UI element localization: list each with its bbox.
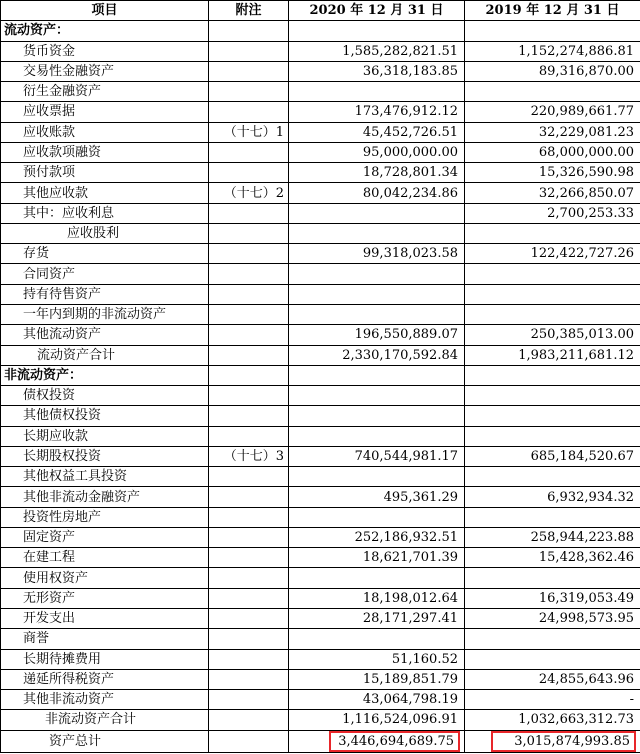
row-value-2019: 15,326,590.98 xyxy=(465,163,640,183)
header-2020: 2020 年 12 月 31 日 xyxy=(289,1,465,21)
row-note xyxy=(209,142,289,162)
header-row xyxy=(1,1,640,21)
row-note xyxy=(209,345,289,365)
row-note xyxy=(209,467,289,487)
table-row xyxy=(1,548,640,568)
row-value-2019: 24,855,643.96 xyxy=(465,669,640,689)
table-row xyxy=(1,588,640,608)
row-note xyxy=(209,244,289,264)
table-row xyxy=(1,41,640,61)
row-value-2020 xyxy=(289,264,465,284)
row-label: 长期应收款 xyxy=(1,426,209,446)
table-row xyxy=(1,82,640,102)
row-value-2019: 1,152,274,886.81 xyxy=(465,41,640,61)
row-value-2020: 80,042,234.86 xyxy=(289,183,465,203)
row-label: 流动资产合计 xyxy=(1,345,209,365)
row-value-2019: 1,032,663,312.73 xyxy=(465,710,640,730)
row-value-2019 xyxy=(465,467,640,487)
row-value-2020 xyxy=(289,365,465,385)
table-row xyxy=(1,304,640,324)
row-value-2020 xyxy=(289,406,465,426)
row-value-2020 xyxy=(289,568,465,588)
row-value-2019 xyxy=(465,730,640,752)
row-note xyxy=(209,223,289,243)
row-note xyxy=(209,365,289,385)
row-note xyxy=(209,203,289,223)
row-label: 投资性房地产 xyxy=(1,507,209,527)
row-value-2020: 45,452,726.51 xyxy=(289,122,465,142)
table-row xyxy=(1,710,640,730)
row-value-2019 xyxy=(465,223,640,243)
table-row xyxy=(1,568,640,588)
header-2019: 2019 年 12 月 31 日 xyxy=(465,1,640,21)
row-value-2020: 28,171,297.41 xyxy=(289,608,465,628)
row-value-2020 xyxy=(289,386,465,406)
row-label: 非流动资产合计 xyxy=(1,710,209,730)
row-value-2019 xyxy=(465,284,640,304)
table-row xyxy=(1,325,640,345)
row-note xyxy=(209,608,289,628)
row-value-2020: 43,064,798.19 xyxy=(289,690,465,710)
row-value-2020: 36,318,183.85 xyxy=(289,61,465,81)
row-value-2019: 15,428,362.46 xyxy=(465,548,640,568)
table-row xyxy=(1,345,640,365)
row-label: 其中：应收利息 xyxy=(1,203,209,223)
row-value-2019 xyxy=(465,568,640,588)
row-value-2019: 2,700,253.33 xyxy=(465,203,640,223)
row-label: 应收票据 xyxy=(1,102,209,122)
row-label: 非流动资产： xyxy=(1,365,209,385)
row-value-2019 xyxy=(465,264,640,284)
row-value-2020 xyxy=(289,223,465,243)
table-row xyxy=(1,183,640,203)
row-value-2020: 99,318,023.58 xyxy=(289,244,465,264)
row-value-2019 xyxy=(465,649,640,669)
row-label: 持有待售资产 xyxy=(1,284,209,304)
table-row xyxy=(1,203,640,223)
row-value-2020: 15,189,851.79 xyxy=(289,669,465,689)
row-value-2019: 250,385,013.00 xyxy=(465,325,640,345)
table-row xyxy=(1,426,640,446)
row-value-2020 xyxy=(289,203,465,223)
row-label: 应收款项融资 xyxy=(1,142,209,162)
row-note xyxy=(209,264,289,284)
row-label: 合同资产 xyxy=(1,264,209,284)
row-value-2020 xyxy=(289,426,465,446)
row-label: 商誉 xyxy=(1,629,209,649)
table-row xyxy=(1,527,640,547)
row-label: 使用权资产 xyxy=(1,568,209,588)
table-row xyxy=(1,649,640,669)
table-row xyxy=(1,690,640,710)
row-label: 在建工程 xyxy=(1,548,209,568)
row-note xyxy=(209,41,289,61)
row-value-2019: 89,316,870.00 xyxy=(465,61,640,81)
row-value-2019 xyxy=(465,507,640,527)
row-value-2019: 122,422,727.26 xyxy=(465,244,640,264)
row-label: 其他非流动资产 xyxy=(1,690,209,710)
table-row xyxy=(1,365,640,385)
table-row xyxy=(1,406,640,426)
row-value-2019: 32,266,850.07 xyxy=(465,183,640,203)
row-value-2019: 32,229,081.23 xyxy=(465,122,640,142)
row-value-2020 xyxy=(289,629,465,649)
row-note xyxy=(209,629,289,649)
row-note xyxy=(209,730,289,752)
row-value-2020: 173,476,912.12 xyxy=(289,102,465,122)
row-note xyxy=(209,527,289,547)
highlight-box: 3,446,694,689.75 xyxy=(329,731,460,752)
row-note xyxy=(209,710,289,730)
row-label: 预付款项 xyxy=(1,163,209,183)
row-note xyxy=(209,304,289,324)
row-value-2020: 740,544,981.17 xyxy=(289,446,465,466)
row-value-2019: 6,932,934.32 xyxy=(465,487,640,507)
row-value-2020 xyxy=(289,304,465,324)
row-note xyxy=(209,163,289,183)
row-value-2020 xyxy=(289,467,465,487)
row-note xyxy=(209,568,289,588)
row-value-2019: 16,319,053.49 xyxy=(465,588,640,608)
row-note: （十七）3 xyxy=(209,446,289,466)
table-row xyxy=(1,467,640,487)
row-value-2020: 1,116,524,096.91 xyxy=(289,710,465,730)
row-note xyxy=(209,325,289,345)
row-value-2019: 1,983,211,681.12 xyxy=(465,345,640,365)
row-label: 应收账款 xyxy=(1,122,209,142)
row-value-2019: 24,998,573.95 xyxy=(465,608,640,628)
row-value-2020: 18,621,701.39 xyxy=(289,548,465,568)
row-note xyxy=(209,61,289,81)
header-note: 附注 xyxy=(209,1,289,21)
row-note xyxy=(209,284,289,304)
row-note: （十七）1 xyxy=(209,122,289,142)
row-value-2020 xyxy=(289,507,465,527)
row-value-2019: 685,184,520.67 xyxy=(465,446,640,466)
row-note: （十七）2 xyxy=(209,183,289,203)
row-note xyxy=(209,487,289,507)
row-value-2019 xyxy=(465,426,640,446)
row-value-2020: 196,550,889.07 xyxy=(289,325,465,345)
row-label: 长期待摊费用 xyxy=(1,649,209,669)
row-value-2019: 68,000,000.00 xyxy=(465,142,640,162)
row-note xyxy=(209,507,289,527)
table-row xyxy=(1,608,640,628)
table-row xyxy=(1,122,640,142)
table-row xyxy=(1,629,640,649)
row-value-2019 xyxy=(465,629,640,649)
row-label: 其他权益工具投资 xyxy=(1,467,209,487)
row-label: 无形资产 xyxy=(1,588,209,608)
row-value-2020: 252,186,932.51 xyxy=(289,527,465,547)
row-note xyxy=(209,548,289,568)
row-label: 其他非流动金融资产 xyxy=(1,487,209,507)
row-value-2020 xyxy=(289,82,465,102)
table-row xyxy=(1,284,640,304)
row-label: 货币资金 xyxy=(1,41,209,61)
row-value-2019 xyxy=(465,365,640,385)
row-value-2019 xyxy=(465,21,640,41)
table-row xyxy=(1,142,640,162)
row-note xyxy=(209,588,289,608)
table-row xyxy=(1,61,640,81)
row-label: 债权投资 xyxy=(1,386,209,406)
row-label: 存货 xyxy=(1,244,209,264)
table-row xyxy=(1,244,640,264)
row-value-2020: 495,361.29 xyxy=(289,487,465,507)
table-row xyxy=(1,21,640,41)
row-value-2020 xyxy=(289,730,465,752)
row-note xyxy=(209,649,289,669)
table-row xyxy=(1,264,640,284)
row-label: 交易性金融资产 xyxy=(1,61,209,81)
row-note xyxy=(209,669,289,689)
row-value-2019: 258,944,223.88 xyxy=(465,527,640,547)
row-note xyxy=(209,21,289,41)
header-item: 项目 xyxy=(1,1,209,21)
table-row xyxy=(1,446,640,466)
row-value-2020: 18,198,012.64 xyxy=(289,588,465,608)
row-value-2020: 95,000,000.00 xyxy=(289,142,465,162)
row-value-2019 xyxy=(465,304,640,324)
row-label: 资产总计 xyxy=(1,730,209,752)
row-label: 一年内到期的非流动资产 xyxy=(1,304,209,324)
row-value-2020: 2,330,170,592.84 xyxy=(289,345,465,365)
row-label: 流动资产： xyxy=(1,21,209,41)
row-label: 衍生金融资产 xyxy=(1,82,209,102)
table-body xyxy=(1,21,640,752)
row-label: 其他应收款 xyxy=(1,183,209,203)
row-note xyxy=(209,690,289,710)
row-note xyxy=(209,386,289,406)
row-label: 长期股权投资 xyxy=(1,446,209,466)
row-label: 开发支出 xyxy=(1,608,209,628)
table-row xyxy=(1,163,640,183)
row-value-2020: 51,160.52 xyxy=(289,649,465,669)
highlight-box: 3,015,874,993.85 xyxy=(491,731,636,752)
row-value-2019 xyxy=(465,386,640,406)
table-row xyxy=(1,730,640,752)
row-label: 应收股利 xyxy=(1,223,209,243)
row-label: 递延所得税资产 xyxy=(1,669,209,689)
table-row xyxy=(1,223,640,243)
row-value-2020 xyxy=(289,284,465,304)
row-note xyxy=(209,426,289,446)
row-note xyxy=(209,406,289,426)
row-value-2020 xyxy=(289,21,465,41)
row-value-2020: 18,728,801.34 xyxy=(289,163,465,183)
row-value-2019: 220,989,661.77 xyxy=(465,102,640,122)
row-note xyxy=(209,102,289,122)
row-label: 其他流动资产 xyxy=(1,325,209,345)
table-row xyxy=(1,386,640,406)
row-value-2019 xyxy=(465,406,640,426)
row-value-2019 xyxy=(465,82,640,102)
row-value-2020: 1,585,282,821.51 xyxy=(289,41,465,61)
table-row xyxy=(1,669,640,689)
table-row xyxy=(1,507,640,527)
row-note xyxy=(209,82,289,102)
table-row xyxy=(1,102,640,122)
table-row xyxy=(1,487,640,507)
row-value-2019: - xyxy=(465,690,640,710)
row-label: 其他债权投资 xyxy=(1,406,209,426)
row-label: 固定资产 xyxy=(1,527,209,547)
